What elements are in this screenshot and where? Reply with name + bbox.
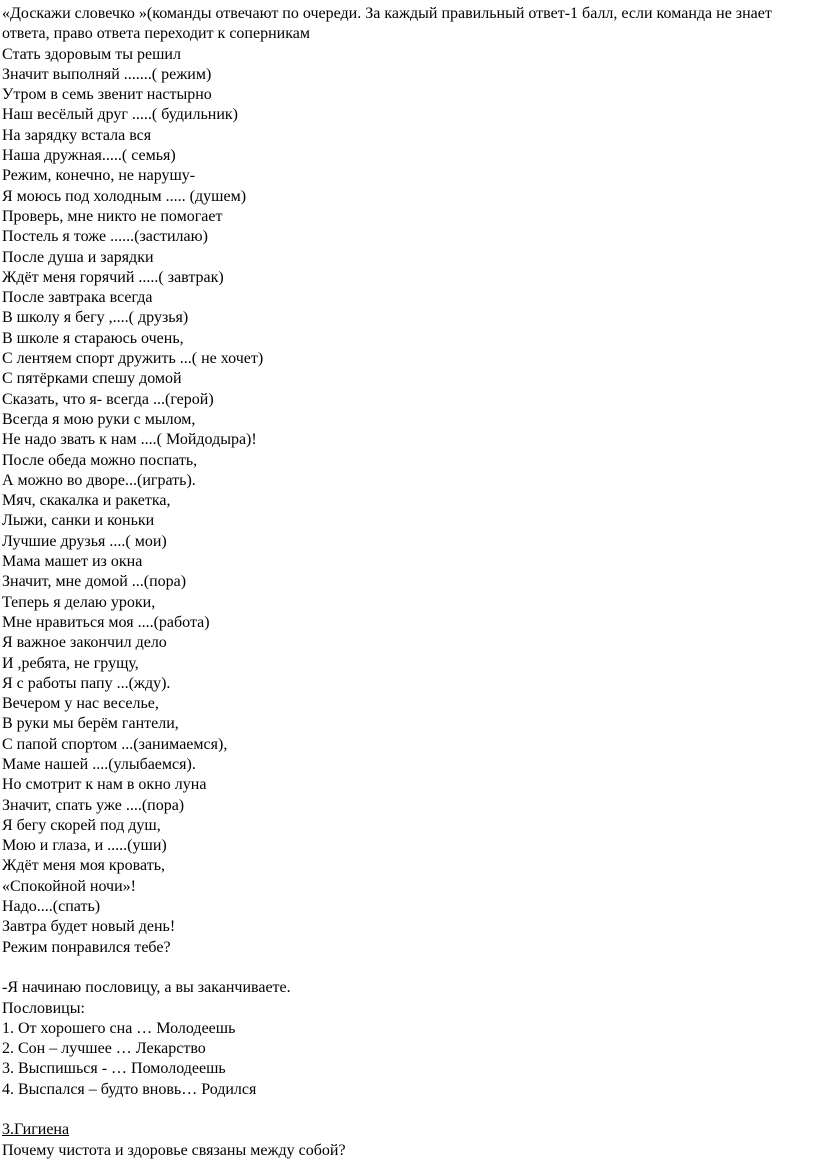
proverb-item: 3. Выспишься - … Помолодеешь (2, 1060, 226, 1078)
poem-line: Утром в семь звенит настырно (2, 86, 212, 104)
poem-line: Значит, спать уже ....(пора) (2, 796, 185, 814)
intro-paragraph: «Доскажи словечко »(команды отвечают по очереди. За каждый правильный ответ-1 балл, если команда не знает ответа, право ответа переходит к соперникам (2, 5, 772, 43)
poem-line: «Спокойной ночи»! (2, 877, 136, 895)
section-question: Почему чистота и здоровье связаны между собой? (2, 1141, 346, 1159)
poem-line: На зарядку встала вся (2, 126, 152, 144)
proverb-item: 2. Сон – лучшее … Лекарство (2, 1040, 206, 1058)
poem-line: Ждёт меня горячий .....( завтрак) (2, 268, 224, 286)
poem-line: Режим понравился тебе? (2, 938, 171, 956)
proverb-item: 4. Выспался – будто вновь… Родился (2, 1080, 257, 1098)
poem-line: После душа и зарядки (2, 248, 154, 266)
proverbs-instruction: -Я начинаю пословицу, а вы заканчиваете. (2, 979, 291, 997)
proverbs-title: Пословицы: (2, 999, 85, 1017)
poem-line: Всегда я мою руки с мылом, (2, 410, 196, 428)
poem-line: А можно во дворе...(играть). (2, 471, 196, 489)
poem-line: С лентяем спорт дружить ...( не хочет) (2, 350, 264, 368)
poem-line: Мою и глаза, и .....(уши) (2, 837, 167, 855)
poem-line: Завтра будет новый день! (2, 918, 176, 936)
poem-line: Я моюсь под холодным ..... (душем) (2, 187, 247, 205)
poem-line: Наш весёлый друг .....( будильник) (2, 106, 238, 124)
poem-line: Мне нравиться моя ....(работа) (2, 613, 210, 631)
blank-line (2, 1100, 814, 1120)
poem-line: Вечером у нас веселье, (2, 695, 159, 713)
poem-line: Постель я тоже ......(застилаю) (2, 228, 208, 246)
proverbs-block (2, 978, 814, 1100)
section-heading: 3.Гигиена (2, 1121, 70, 1139)
poem-line: Значит, мне домой ...(пора) (2, 573, 187, 591)
poem-line: Я бегу скорей под душ, (2, 816, 161, 834)
poem-line: Мама машет из окна (2, 553, 143, 571)
poem-line: Маме нашей ....(улыбаемся). (2, 755, 196, 773)
poem-line: Я с работы папу ...(жду). (2, 674, 171, 692)
poem-line: После обеда можно поспать, (2, 451, 198, 469)
poem-line: И ,ребята, не грущу, (2, 654, 139, 672)
poem-line: Лучшие друзья ....( мои) (2, 532, 167, 550)
poem-line: Ждёт меня моя кровать, (2, 857, 165, 875)
blank-line (2, 958, 814, 978)
poem-line: Режим, конечно, не нарушу- (2, 167, 196, 185)
poem-line: Значит выполняй .......( режим) (2, 65, 212, 83)
poem-line: Надо....(спать) (2, 898, 101, 916)
poem-line: В руки мы берём гантели, (2, 715, 179, 733)
poem-line: Теперь я делаю уроки, (2, 593, 156, 611)
poem-line: Лыжи, санки и коньки (2, 512, 155, 530)
poem (2, 45, 814, 958)
poem-line: С папой спортом ...(занимаемся), (2, 735, 228, 753)
poem-line: Не надо звать к нам ....( Мойдодыра)! (2, 431, 257, 449)
poem-line: С пятёрками спешу домой (2, 370, 182, 388)
poem-line: Стать здоровым ты решил (2, 45, 181, 63)
poem-line: После завтрака всегда (2, 289, 153, 307)
poem-line: Наша дружная.....( семья) (2, 147, 176, 165)
poem-line: Мяч, скакалка и ракетка, (2, 492, 171, 510)
poem-line: Проверь, мне никто не помогает (2, 207, 223, 225)
poem-line: Сказать, что я- всегда ...(герой) (2, 390, 214, 408)
poem-line: В школу я бегу ,....( друзья) (2, 309, 189, 327)
poem-line: Я важное закончил дело (2, 634, 167, 652)
poem-line: Но смотрит к нам в окно луна (2, 776, 207, 794)
proverb-item: 1. От хорошего сна … Молодеешь (2, 1019, 236, 1037)
poem-line: В школе я стараюсь очень, (2, 329, 184, 347)
